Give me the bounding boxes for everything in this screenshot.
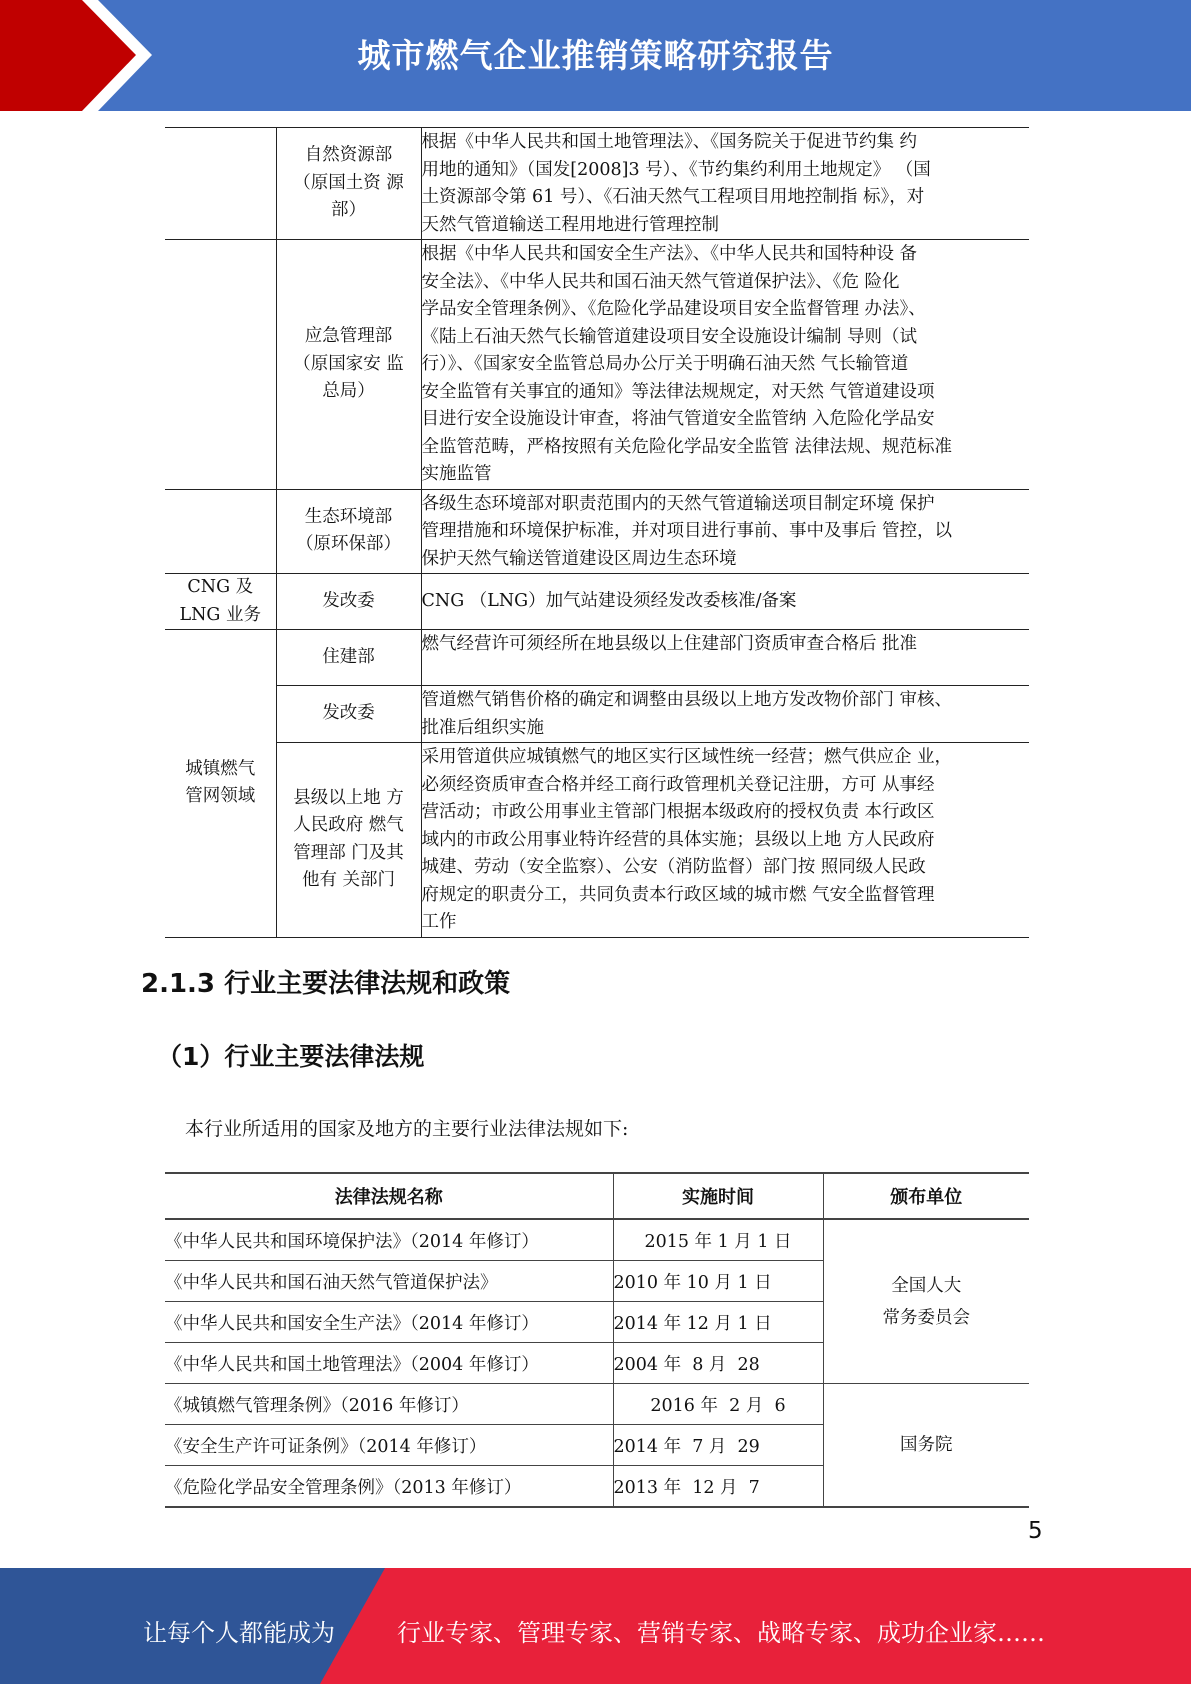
- responsibility-line: 学品安全管理条例》、《危险化学品建设项目安全监督管理 办法》、: [421, 299, 926, 319]
- table-row: [165, 1384, 1029, 1425]
- department-cell: [276, 240, 421, 490]
- subsection-heading: （1）行业主要法律法规: [157, 1042, 425, 1071]
- department-line: 生态环境部: [304, 506, 393, 527]
- department-cell: [276, 630, 421, 686]
- regulatory-authority-table: [165, 127, 1029, 938]
- department-line: 总局）: [322, 381, 375, 401]
- responsibility-line: CNG （LNG）加气站建设须经发改委核准/备案: [421, 591, 797, 612]
- law-name-cell: 《城镇燃气管理条例》（2016 年修订）: [165, 1384, 613, 1425]
- responsibility-line: 域内的市政公用事业特许经营的具体实施；县级以上地 方人民政府: [421, 829, 935, 850]
- responsibility-cell: [421, 574, 1029, 630]
- intro-paragraph: 本行业所适用的国家及地方的主要行业法律法规如下:: [185, 1118, 629, 1140]
- responsibility-line: 保护天然气输送管道建设区周边生态环境: [421, 548, 737, 569]
- responsibility-line: 各级生态环境部对职责范围内的天然气管道输送项目制定环境 保护: [421, 493, 935, 514]
- authority-cell: [823, 1384, 1029, 1508]
- page-number: 5: [1028, 1518, 1043, 1544]
- table-row: [165, 128, 1029, 240]
- department-line: （原国家安 监: [293, 353, 404, 374]
- effective-date-cell: 2014 年 12 月 1 日: [613, 1302, 823, 1343]
- column-header: 实施时间: [613, 1173, 823, 1219]
- law-name-cell: 《中华人民共和国石油天然气管道保护法》: [165, 1261, 613, 1302]
- effective-date-cell: 2016 年 2 月 6: [613, 1384, 823, 1425]
- responsibility-line: 燃气经营许可须经所在地县级以上住建部门资质审查合格后 批准: [421, 634, 918, 654]
- department-line: 县级以上地 方: [293, 787, 404, 808]
- responsibility-line: 《陆上石油天然气长输管道建设项目安全设施设计编制 导则（试: [421, 326, 918, 347]
- field-cell: [165, 489, 276, 574]
- column-header: 颁布单位: [823, 1173, 1029, 1219]
- section-heading: 2.1.3 行业主要法律法规和政策: [141, 969, 511, 999]
- responsibility-cell: [421, 240, 1029, 490]
- table-row: [165, 574, 1029, 630]
- effective-date-cell: 2013 年 12 月 7: [613, 1466, 823, 1508]
- effective-date-cell: 2004 年 8 月 28: [613, 1343, 823, 1384]
- table-header-row: [165, 1173, 1029, 1219]
- department-cell: [276, 128, 421, 240]
- department-line: 他有 关部门: [301, 870, 396, 891]
- field-line: LNG 业务: [179, 604, 261, 625]
- effective-date-cell: 2015 年 1 月 1 日: [613, 1219, 823, 1261]
- report-title: 城市燃气企业推销策略研究报告: [357, 36, 834, 75]
- responsibility-line: 根据《中华人民共和国土地管理法》、《国务院关于促进节约集 约: [421, 132, 918, 152]
- department-line: 发改委: [322, 590, 375, 611]
- law-name-cell: 《中华人民共和国环境保护法》（2014 年修订）: [165, 1219, 613, 1261]
- effective-date-cell: 2010 年 10 月 1 日: [613, 1261, 823, 1302]
- responsibility-line: 必须经资质审查合格并经工商行政管理机关登记注册，方可 从事经: [421, 774, 935, 795]
- table-row: [165, 489, 1029, 574]
- department-cell: [276, 574, 421, 630]
- responsibility-line: 用地的通知》（国发[2008]3 号）、《节约集约利用土地规定》 （国: [421, 159, 931, 180]
- responsibility-line: 目进行安全设施设计审查，将油气管道安全监管纳 入危险化学品安: [421, 409, 935, 429]
- field-cell: [165, 630, 276, 938]
- department-cell: [276, 743, 421, 938]
- law-name-cell: 《危险化学品安全管理条例》（2013 年修订）: [165, 1466, 613, 1508]
- responsibility-line: 管道燃气销售价格的确定和调整由县级以上地方发改物价部门 审核、: [421, 690, 953, 710]
- responsibility-line: 工作: [421, 912, 457, 932]
- responsibility-cell: [421, 686, 1029, 743]
- responsibility-line: 营活动；市政公用事业主管部门根据本级政府的授权负责 本行政区: [421, 802, 935, 822]
- field-line: CNG 及: [187, 577, 254, 597]
- footer-slogan-right: 行业专家、管理专家、营销专家、战略专家、成功企业家……: [397, 1619, 1045, 1647]
- field-cell: [165, 574, 276, 630]
- effective-date-cell: 2014 年 7 月 29: [613, 1425, 823, 1466]
- responsibility-line: 行）》、《国家安全监管总局办公厅关于明确石油天然 气长输管道: [421, 354, 909, 374]
- department-line: 人民政府 燃气: [293, 815, 404, 836]
- department-cell: [276, 489, 421, 574]
- field-cell: [165, 240, 276, 490]
- department-line: 发改委: [322, 703, 375, 724]
- law-name-cell: 《安全生产许可证条例》（2014 年修订）: [165, 1425, 613, 1466]
- responsibility-line: 实施监管: [421, 464, 492, 484]
- responsibility-cell: [421, 630, 1029, 686]
- department-line: 管理部 门及其: [293, 842, 404, 863]
- table-row: [165, 630, 1029, 686]
- table-row: [165, 686, 1029, 743]
- responsibility-cell: [421, 743, 1029, 938]
- footer-slogan-left: 让每个人都能成为: [143, 1619, 335, 1647]
- department-cell: [276, 686, 421, 743]
- authority-line: 国务院: [900, 1435, 953, 1455]
- responsibility-line: 城建、劳动（安全监察）、公安（消防监督）部门按 照同级人民政: [421, 857, 926, 877]
- field-cell: [165, 128, 276, 240]
- department-line: （原国土资 源: [293, 172, 404, 193]
- field-line: 城镇燃气: [185, 758, 256, 779]
- responsibility-cell: [421, 128, 1029, 240]
- table-row: [165, 1219, 1029, 1261]
- authority-line: 常务委员会: [882, 1307, 970, 1328]
- authority-line: 全国人大: [891, 1275, 962, 1296]
- department-line: 应急管理部: [304, 326, 393, 346]
- responsibility-line: 全监管范畴，严格按照有关危险化学品安全监管 法律法规、规范标准: [421, 436, 953, 457]
- table-row: [165, 743, 1029, 938]
- responsibility-line: 采用管道供应城镇燃气的地区实行区域性统一经营；燃气供应企 业，: [421, 747, 953, 767]
- department-line: 自然资源部: [304, 145, 393, 166]
- table-row: [165, 240, 1029, 490]
- law-name-cell: 《中华人民共和国土地管理法》（2004 年修订）: [165, 1343, 613, 1384]
- responsibility-line: 管理措施和环境保护标准，并对项目进行事前、事中及事后 管控，以: [421, 521, 953, 541]
- laws-table: [165, 1172, 1029, 1508]
- responsibility-line: 安全法》、《中华人民共和国石油天然气管道保护法》、《危 险化: [421, 271, 900, 292]
- field-line: 管网领域: [185, 786, 256, 807]
- column-header: 法律法规名称: [165, 1173, 613, 1219]
- responsibility-line: 安全监管有关事宜的通知》等法律法规规定，对天然 气管道建设项: [421, 381, 935, 402]
- responsibility-line: 根据《中华人民共和国安全生产法》、《中华人民共和国特种设 备: [421, 244, 918, 264]
- authority-cell: [823, 1219, 1029, 1384]
- department-line: 住建部: [322, 646, 375, 667]
- law-name-cell: 《中华人民共和国安全生产法》（2014 年修订）: [165, 1302, 613, 1343]
- department-line: 部）: [331, 200, 366, 221]
- responsibility-line: 批准后组织实施: [421, 717, 544, 738]
- responsibility-cell: [421, 489, 1029, 574]
- responsibility-line: 府规定的职责分工，共同负责本行政区域的城市燃 气安全监督管理: [421, 884, 935, 905]
- responsibility-line: 土资源部令第 61 号）、《石油天然气工程项目用地控制指 标》，对: [421, 187, 925, 207]
- department-line: （原环保部）: [296, 534, 401, 555]
- responsibility-line: 天然气管道输送工程用地进行管理控制: [421, 214, 719, 235]
